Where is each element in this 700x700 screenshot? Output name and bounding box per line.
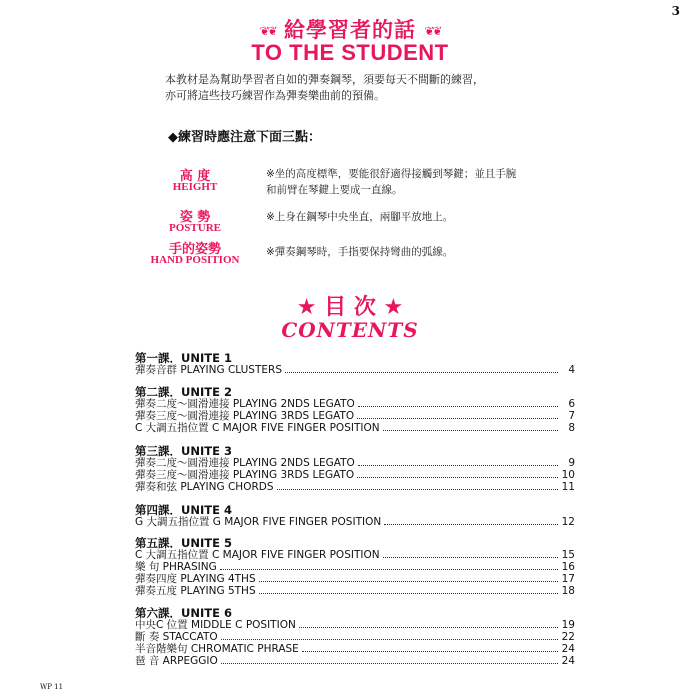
dot-leader [221, 631, 558, 640]
toc-entry-title: C 大調五指位置 C MAJOR FIVE FINGER POSITION [135, 549, 380, 561]
toc-entry-title: 彈奏三度～圓滑連接 PLAYING 3RDS LEGATO [135, 469, 355, 481]
dot-leader [220, 561, 558, 570]
point-label-en: HEIGHT [172, 181, 218, 193]
toc-entry-page: 9 [568, 457, 575, 469]
intro-line: 本教材是為幫助學習者自如的彈奏鋼琴，須要每天不間斷的練習， [165, 73, 484, 86]
footer-code: WP 11 [40, 683, 64, 691]
toc-entry-title: G 大調五指位置 G MAJOR FIVE FINGER POSITION [135, 516, 382, 528]
point-label-en: POSTURE [169, 222, 221, 234]
point-label-zh: 姿 勢 [179, 210, 211, 225]
toc-entry[interactable] [135, 583, 575, 597]
dot-leader [357, 410, 558, 419]
toc-entry[interactable] [135, 479, 575, 493]
toc-entry-page: 17 [561, 573, 575, 585]
points-heading: ◆練習時應注意下面三點： [168, 130, 321, 145]
lesson-heading: 第四課．UNITE 4 [135, 503, 232, 517]
dot-leader [357, 469, 558, 478]
dot-leader [221, 655, 558, 664]
dot-leader [302, 643, 558, 652]
point-description-line: ※上身在鋼琴中央坐直，兩腳平放地上。 [266, 211, 454, 223]
toc-entry-page: 19 [561, 619, 575, 631]
lesson-heading: 第五課．UNITE 5 [135, 536, 232, 550]
point-label-zh: 高 度 [179, 169, 211, 184]
dot-leader [285, 364, 558, 373]
toc-entry-title: 彈奏和弦 PLAYING CHORDS [135, 481, 274, 493]
toc-entry-page: 18 [561, 585, 575, 597]
toc-entry-title: 彈奏二度～圓滑連接 PLAYING 2NDS LEGATO [135, 398, 355, 410]
point-description-line: ※彈奏鋼琴時，手指要保持彎曲的弧線。 [266, 246, 454, 258]
intro-line: 亦可將這些技巧練習作為彈奏樂曲前的預備。 [165, 89, 385, 102]
lesson-heading: 第三課．UNITE 3 [135, 444, 232, 458]
dot-leader [383, 549, 558, 558]
toc-entry-page: 12 [561, 516, 575, 528]
ornament-right-icon: ❦❦ [424, 24, 441, 38]
toc-entry-title: 中央C 位置 MIDDLE C POSITION [135, 619, 296, 631]
title-english: TO THE STUDENT [251, 40, 449, 65]
point-description-line: 和前臂在琴鍵上要成一直線。 [266, 184, 403, 196]
point-description-line: ※坐的高度標準，要能很舒適得接觸到琴鍵；並且手腕 [266, 168, 517, 180]
dot-leader [259, 573, 558, 582]
toc-entry-page: 16 [561, 561, 575, 573]
toc-entry-page: 24 [561, 655, 575, 667]
point-label-zh: 手的姿勢 [168, 242, 221, 257]
toc-entry-title: 彈奏三度～圓滑連接 PLAYING 3RDS LEGATO [135, 410, 355, 422]
page-number: 3 [671, 4, 680, 18]
toc-entry[interactable] [135, 653, 575, 667]
toc-entry-page: 24 [561, 643, 575, 655]
toc-entry-title: 彈奏音群 PLAYING CLUSTERS [135, 364, 282, 376]
dot-leader [299, 619, 558, 628]
toc-entry-page: 7 [568, 410, 575, 422]
point-description [266, 244, 453, 260]
ornament-left-icon: ❦❦ [259, 24, 276, 38]
toc-entry-title: 彈奏五度 PLAYING 5THS [135, 585, 256, 597]
toc-entry-title: 琶 音 ARPEGGIO [135, 655, 218, 667]
toc-entry-title: 半音階樂句 CHROMATIC PHRASE [135, 643, 299, 655]
dot-leader [358, 457, 558, 466]
toc-entry-page: 22 [561, 631, 575, 643]
lesson-heading: 第一課．UNITE 1 [135, 351, 232, 365]
lesson-heading: 第二課．UNITE 2 [135, 385, 232, 399]
dot-leader [384, 516, 558, 525]
point-description [266, 209, 453, 225]
toc-entry[interactable] [135, 362, 575, 376]
intro-paragraph [165, 72, 484, 104]
dot-leader [358, 398, 558, 407]
title-chinese-text: 給學習者的話 [284, 18, 416, 42]
toc-entry-page: 6 [568, 398, 575, 410]
toc-entry-title: 彈奏二度～圓滑連接 PLAYING 2NDS LEGATO [135, 457, 355, 469]
toc-entry[interactable] [135, 514, 575, 528]
toc-entry-title: 斷 奏 STACCATO [135, 631, 218, 643]
contents-title-english: CONTENTS [281, 318, 419, 342]
toc-entry-page: 11 [561, 481, 575, 493]
toc-entry-page: 15 [561, 549, 575, 561]
toc-entry-page: 10 [561, 469, 575, 481]
point-description [266, 166, 516, 198]
toc-entry-title: 樂 句 PHRASING [135, 561, 217, 573]
toc-entry-page: 4 [568, 364, 575, 376]
toc-entry[interactable] [135, 420, 575, 434]
dot-leader [277, 481, 558, 490]
contents-title-chinese: ★ 目 次 ★ [296, 295, 404, 320]
dot-leader [259, 585, 558, 594]
lesson-heading: 第六課．UNITE 6 [135, 606, 232, 620]
dot-leader [383, 422, 558, 431]
toc-entry-title: C 大調五指位置 C MAJOR FIVE FINGER POSITION [135, 422, 380, 434]
toc-entry-title: 彈奏四度 PLAYING 4THS [135, 573, 256, 585]
point-label-en: HAND POSITION [150, 254, 240, 266]
toc-entry-page: 8 [568, 422, 575, 434]
